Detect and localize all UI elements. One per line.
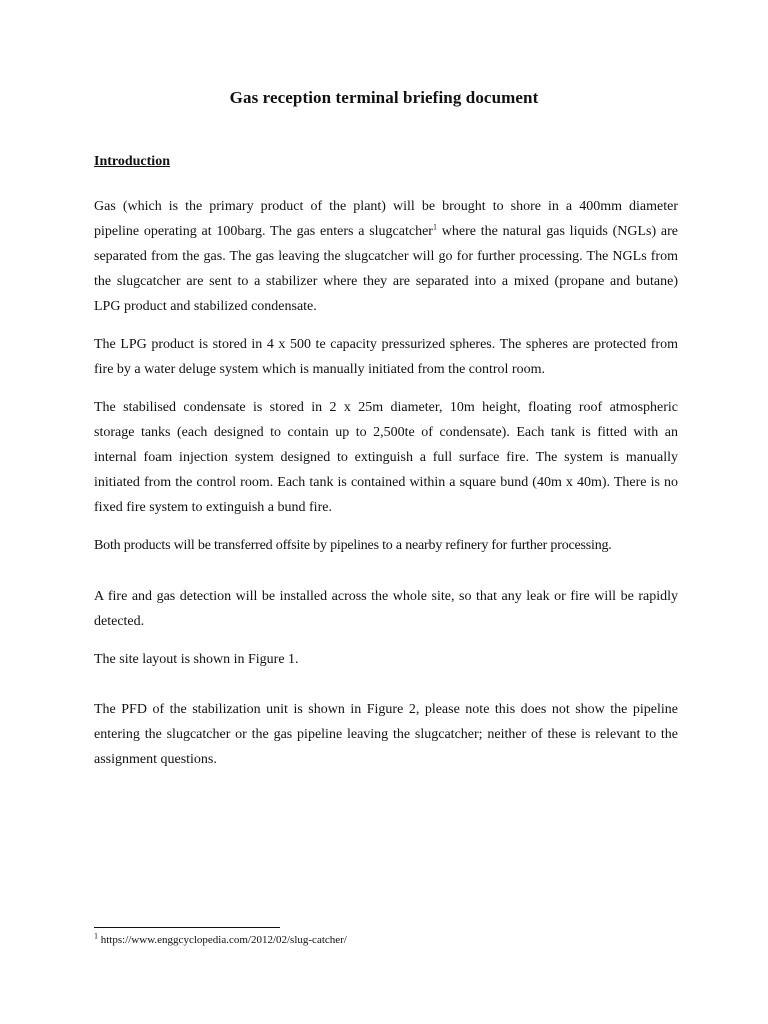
paragraph-product-transfer xyxy=(94,533,678,558)
paragraph-line: initiated from the control room. Each tank is contained within a square bund (40m x 40m). There is no xyxy=(94,475,678,490)
paragraph-line: The stabilised condensate is stored in 2 x 25m diameter, 10m height, floating roof atmospheric xyxy=(94,400,678,415)
paragraph-condensate-storage xyxy=(94,395,678,520)
line-fragment: where the natural gas liquids (NGLs) are xyxy=(436,224,678,239)
paragraph-line xyxy=(94,219,678,244)
paragraph-line: The PFD of the stabilization unit is shown in Figure 2, please note this does not show the pipeline xyxy=(94,702,678,717)
paragraph-pfd-note xyxy=(94,697,678,772)
footnote-separator xyxy=(94,927,280,928)
paragraph-line: assignment questions. xyxy=(94,752,217,767)
paragraph-line: Gas (which is the primary product of the plant) will be brought to shore in a 400mm diameter xyxy=(94,199,678,214)
footnote-marker: 1 xyxy=(94,931,98,941)
paragraph-line: storage tanks (each designed to contain up to 2,500te of condensate). Each tank is fitted with an xyxy=(94,425,678,440)
paragraph-gas-intro xyxy=(94,194,678,319)
paragraph-line: internal foam injection system designed to extinguish a full surface fire. The system is manually xyxy=(94,450,678,465)
paragraph-line: fire by a water deluge system which is manually initiated from the control room. xyxy=(94,362,545,377)
paragraph-site-layout xyxy=(94,647,678,672)
paragraph-line: Both products will be transferred offsite by pipelines to a nearby refinery for further processing. xyxy=(94,538,612,553)
paragraph-line: entering the slugcatcher or the gas pipeline leaving the slugcatcher; neither of these is relevant to the xyxy=(94,727,678,742)
footnote-link[interactable]: https://www.enggcyclopedia.com/2012/02/slug-catcher/ xyxy=(98,934,347,946)
paragraph-line: fixed fire system to extinguish a bund fire. xyxy=(94,500,332,515)
footnote xyxy=(94,931,347,946)
paragraph-line: detected. xyxy=(94,614,145,629)
line-fragment: pipeline operating at 100barg. The gas enters a slugcatcher xyxy=(94,224,433,239)
paragraph-lpg-storage xyxy=(94,332,678,382)
paragraph-fire-gas-detection xyxy=(94,584,678,634)
paragraph-line: separated from the gas. The gas leaving the slugcatcher will go for further processing. The NGLs from xyxy=(94,249,678,264)
paragraph-line: The LPG product is stored in 4 x 500 te capacity pressurized spheres. The spheres are protected from xyxy=(94,337,678,352)
paragraph-line: LPG product and stabilized condensate. xyxy=(94,299,317,314)
footnote-reference: 1 xyxy=(432,222,437,232)
section-heading-introduction: Introduction xyxy=(94,154,170,169)
paragraph-line: The site layout is shown in Figure 1. xyxy=(94,652,299,667)
paragraph-line: A fire and gas detection will be installed across the whole site, so that any leak or fire will be rapidly xyxy=(94,589,678,604)
paragraph-line: the slugcatcher are sent to a stabilizer where they are separated into a mixed (propane and butane) xyxy=(94,274,678,289)
document-title: Gas reception terminal briefing document xyxy=(229,88,539,107)
